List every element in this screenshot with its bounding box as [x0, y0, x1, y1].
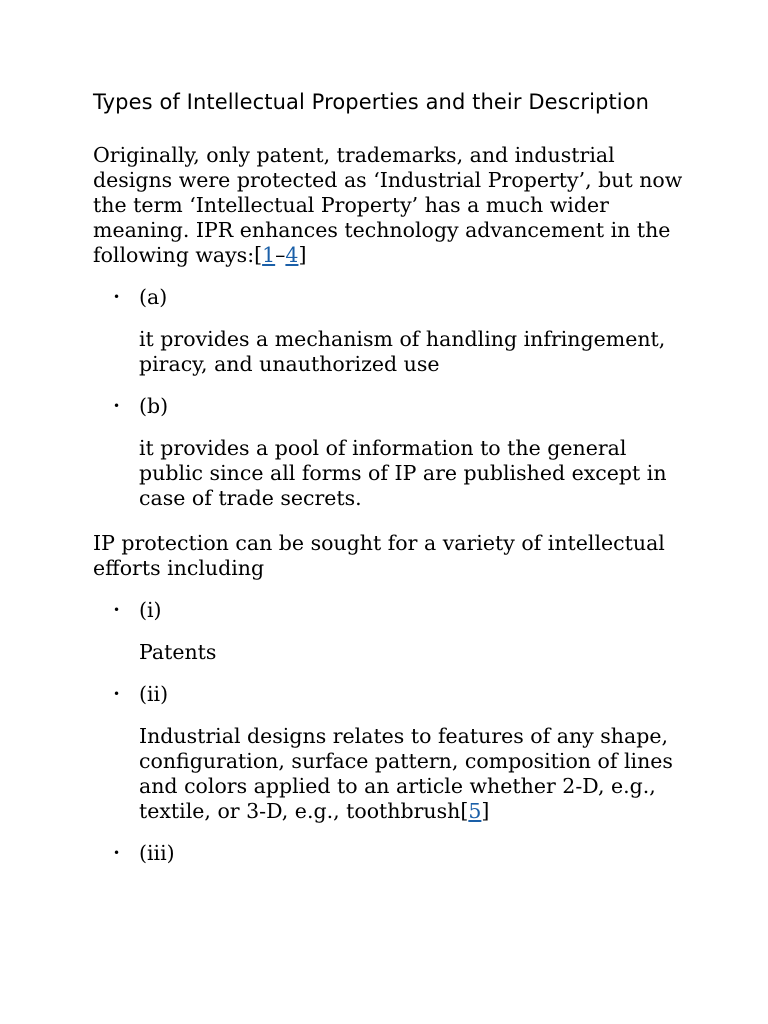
list-item-text: it provides a pool of information to the general public since all forms of IP are published except in case of trade secrets.	[139, 436, 667, 510]
bullet-icon: •	[113, 399, 121, 413]
list-item-label: (b)	[139, 394, 169, 418]
citation-close-bracket: ]	[481, 799, 490, 823]
list-item-label: (a)	[139, 285, 168, 309]
bullet-icon: •	[113, 290, 121, 304]
document-page	[93, 88, 683, 883]
list-item	[113, 682, 683, 824]
bullet-icon: •	[113, 687, 121, 701]
bullet-icon: •	[113, 603, 121, 617]
list-item-text-body: Industrial designs relates to features of any shape, configuration, surface pattern, composition of lines and colors applied to an article whether 2-D, e.g., textile, or 3-D, e.g., toothbrush[	[139, 724, 673, 823]
intro-paragraph	[93, 143, 683, 268]
ways-list	[93, 285, 683, 511]
citation-range-separator: –	[275, 243, 286, 267]
list-item	[113, 285, 683, 377]
citation-close-bracket: ]	[298, 243, 307, 267]
bullet-icon: •	[113, 846, 121, 860]
intro-text: Originally, only patent, trademarks, and industrial designs were protected as ‘Industrial Property’, but now the term ‘Intellectual Property’ has a much wider meaning. IPR enhances technology advancement in the following ways:[	[93, 143, 683, 267]
citation-link-1[interactable]: 1	[262, 243, 276, 267]
efforts-list	[93, 598, 683, 866]
list-item	[113, 598, 683, 665]
list-item-text	[139, 724, 683, 824]
citation-link-5[interactable]: 5	[468, 799, 482, 823]
citation-link-4[interactable]: 4	[285, 243, 299, 267]
list-item	[113, 841, 683, 866]
list-item-label: (ii)	[139, 682, 169, 706]
list-item-text: Patents	[139, 640, 217, 664]
list-item-text: it provides a mechanism of handling infringement, piracy, and unauthorized use	[139, 327, 666, 376]
list-item	[113, 394, 683, 511]
lead-paragraph: IP protection can be sought for a variety of intellectual efforts including	[93, 531, 665, 580]
list-item-label: (i)	[139, 598, 162, 622]
list-item-label: (iii)	[139, 841, 175, 865]
page-title: Types of Intellectual Properties and their Description	[93, 90, 650, 114]
